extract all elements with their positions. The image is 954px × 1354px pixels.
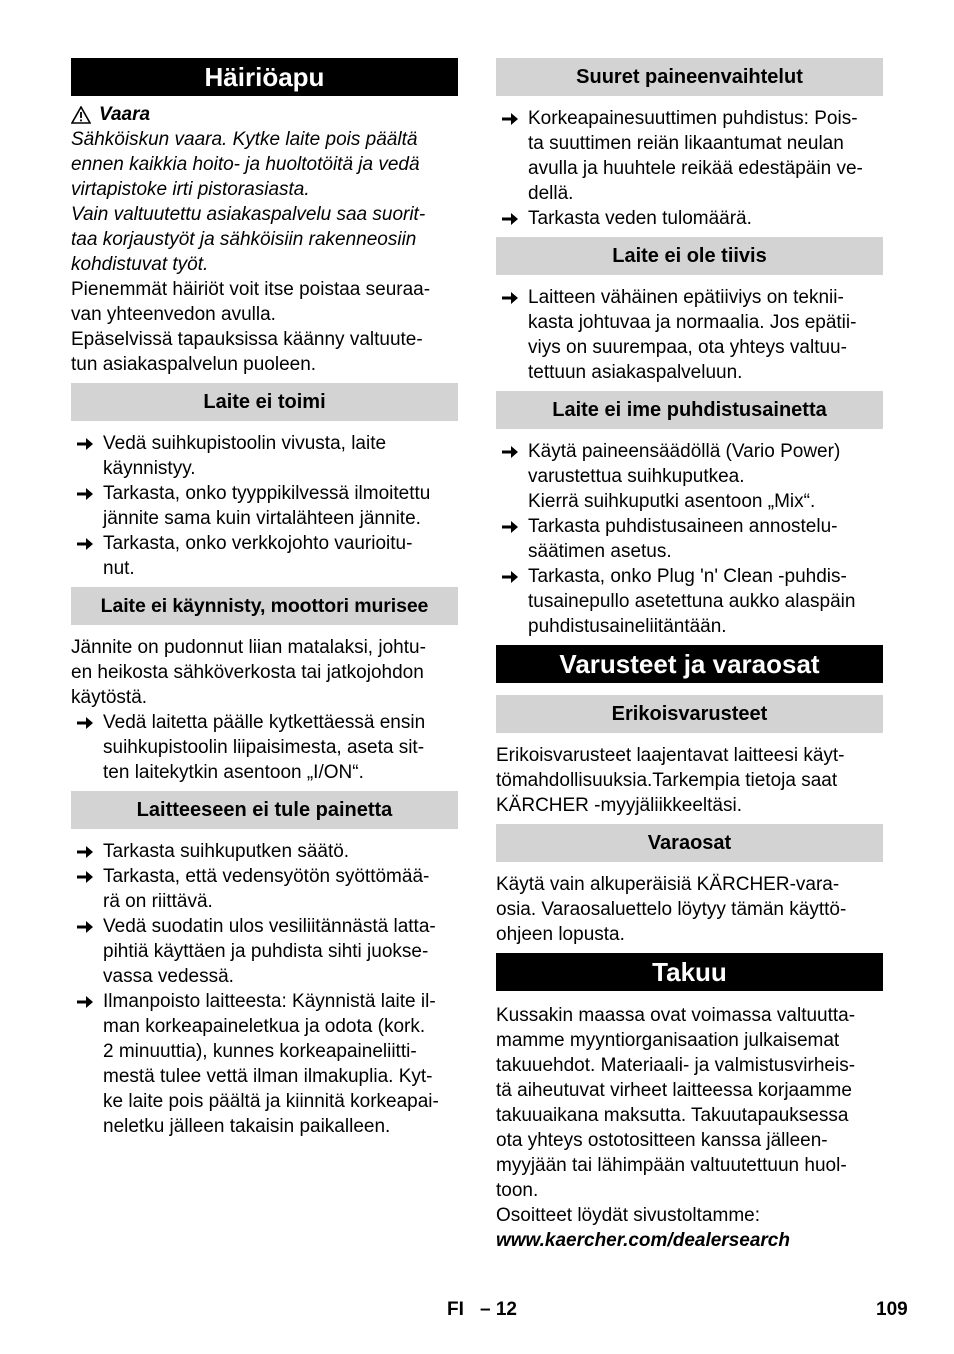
item-line: suihkupistoolin liipaisimesta, aseta sit-: [103, 737, 425, 758]
item-line: Kierrä suihkuputki asentoon „Mix“.: [528, 491, 816, 512]
item-line: puhdistusaineliitäntään.: [528, 616, 727, 637]
item-line: 2 minuuttia), kunnes korkeapaineliitti-: [103, 1041, 417, 1062]
arrow-right-icon: [77, 846, 93, 858]
list-item: [71, 710, 458, 785]
list-laite-ei-ole-tiivis: [496, 285, 883, 385]
warning-label: [71, 102, 458, 127]
item-line: Vedä suodatin ulos vesiliitännästä latta-: [103, 916, 436, 937]
text-line: Kussakin maassa ovat voimassa valtuutta-: [496, 1005, 856, 1026]
item-line: Ilmanpoisto laitteesta: Käynnistä laite il-: [103, 991, 436, 1012]
item-line: man korkeapaineletkua ja odota (kork.: [103, 1016, 426, 1037]
list-laite-ei-toimi: [71, 431, 458, 581]
item-line: vassa vedessä.: [103, 966, 234, 987]
arrow-right-icon: [502, 521, 518, 533]
item-line: Käytä paineensäädöllä (Vario Power): [528, 441, 841, 462]
text-line: tömahdollisuuksia.Tarkempia tietoja saat: [496, 770, 838, 791]
text-line: Jännite on pudonnut liian matalaksi, johtu-: [71, 637, 426, 658]
item-line: tettuun asiakaspalveluun.: [528, 362, 743, 383]
warning-icon: [71, 106, 91, 124]
warning-line: virtapistoke irti pistorasiasta.: [71, 179, 310, 200]
list-item: [71, 531, 458, 581]
text-takuu: [496, 1003, 883, 1253]
text-line: myyjään tai lähimpään valtuutettuun huol-: [496, 1155, 847, 1176]
text-line: Erikoisvarusteet laajentavat laitteesi käyt-: [496, 745, 845, 766]
warning-line: ennen kaikkia hoito- ja huoltotöitä ja vedä: [71, 154, 420, 175]
warning-line: kohdistuvat työt.: [71, 254, 209, 275]
intro-line: tun asiakaspalvelun puoleen.: [71, 354, 317, 375]
warning-line: Vain valtuutettu asiakaspalvelu saa suorit-: [71, 204, 426, 225]
text-line: ota yhteys ostotositteen kanssa jälleen-: [496, 1130, 828, 1151]
arrow-right-icon: [502, 213, 518, 225]
list-item: [71, 839, 458, 864]
right-column: [496, 58, 883, 1253]
text-varaosat: [496, 872, 883, 947]
warning-line: Sähköiskun vaara. Kytke laite pois päältä: [71, 129, 418, 150]
list-laitteeseen-ei-tule-painetta: [71, 839, 458, 1139]
item-line: Vedä laitetta päälle kytkettäessä ensin: [103, 712, 426, 733]
text-line: KÄRCHER -myyjäliikkeeltäsi.: [496, 795, 742, 816]
heading-laitteeseen-ei-tule-painetta: Laitteeseen ei tule painetta: [71, 791, 458, 829]
item-line: viys on suurempaa, ota yhteys valtuu-: [528, 337, 847, 358]
list-item: [496, 439, 883, 514]
item-line: Tarkasta puhdistusaineen annostelu-: [528, 516, 838, 537]
item-line: neletku jälleen takaisin paikalleen.: [103, 1116, 391, 1137]
arrow-right-icon: [77, 488, 93, 500]
list-item: [496, 285, 883, 385]
section-title-varusteet: Varusteet ja varaosat: [496, 645, 883, 683]
section-title-hairioapu: Häiriöapu: [71, 58, 458, 96]
heading-laite-ei-ime-puhdistusainetta: Laite ei ime puhdistusainetta: [496, 391, 883, 429]
arrow-right-icon: [502, 571, 518, 583]
text-line: Osoitteet löydät sivustoltamme:: [496, 1205, 760, 1226]
list-item: [71, 431, 458, 481]
arrow-right-icon: [502, 446, 518, 458]
text-laite-ei-kaynnisty: [71, 635, 458, 710]
warning-text: [71, 127, 458, 277]
text-line: Käytä vain alkuperäisiä KÄRCHER-vara-: [496, 874, 840, 895]
footer-lang: FI: [447, 1299, 464, 1320]
warning-line: taa korjaustyöt ja sähköisiin rakenneosiin: [71, 229, 417, 250]
text-erikoisvarusteet: [496, 743, 883, 818]
heading-varaosat: Varaosat: [496, 824, 883, 862]
item-line: käynnistyy.: [103, 458, 196, 479]
item-line: ten laitekytkin asentoon „I/ON“.: [103, 762, 364, 783]
item-line: Laitteen vähäinen epätiiviys on teknii-: [528, 287, 844, 308]
item-line: pihtiä käyttäen ja puhdista sihti juokse-: [103, 941, 429, 962]
text-line: osia. Varaosaluettelo löytyy tämän käyttö-: [496, 899, 847, 920]
item-line: mestä tulee vettä ilman ilmakuplia. Kyt-: [103, 1066, 433, 1087]
list-laite-ei-ime-puhdistusainetta: [496, 439, 883, 639]
item-line: avulla ja huuhtele reikää edestäpäin ve-: [528, 158, 863, 179]
text-line: ohjeen lopusta.: [496, 924, 625, 945]
list-item: [71, 481, 458, 531]
list-item: [71, 989, 458, 1139]
item-line: Tarkasta, onko tyyppikilvessä ilmoitettu: [103, 483, 431, 504]
item-line: Tarkasta, onko Plug 'n' Clean -puhdis-: [528, 566, 847, 587]
arrow-right-icon: [77, 538, 93, 550]
list-item: [496, 564, 883, 639]
item-line: nut.: [103, 558, 135, 579]
list-item: [71, 864, 458, 914]
text-line: takuuaikana maksutta. Takuutapauksessa: [496, 1105, 849, 1126]
item-line: varustettua suihkuputkea.: [528, 466, 745, 487]
footer-section-page: – 12: [480, 1299, 517, 1320]
heading-erikoisvarusteet: Erikoisvarusteet: [496, 695, 883, 733]
section-title-takuu: Takuu: [496, 953, 883, 991]
item-line: jännite sama kuin virtalähteen jännite.: [103, 508, 421, 529]
item-line: dellä.: [528, 183, 574, 204]
item-line: säätimen asetus.: [528, 541, 672, 562]
item-line: ke laite pois päältä ja kiinnitä korkeapai-: [103, 1091, 439, 1112]
text-line: en heikosta sähköverkosta tai jatkojohdon: [71, 662, 424, 683]
item-line: Tarkasta, että vedensyötön syöttömää-: [103, 866, 430, 887]
list-item: [496, 206, 883, 231]
arrow-right-icon: [77, 871, 93, 883]
text-line: toon.: [496, 1180, 539, 1201]
list-suuret-paineenvaihtelut: [496, 106, 883, 231]
list-item: [496, 514, 883, 564]
item-line: rä on riittävä.: [103, 891, 213, 912]
arrow-right-icon: [77, 717, 93, 729]
item-line: kasta johtuvaa ja normaalia. Jos epätii-: [528, 312, 857, 333]
heading-laite-ei-ole-tiivis: Laite ei ole tiivis: [496, 237, 883, 275]
arrow-right-icon: [77, 996, 93, 1008]
item-line: Vedä suihkupistoolin vivusta, laite: [103, 433, 387, 454]
list-item: [71, 914, 458, 989]
list-laite-ei-kaynnisty: [71, 710, 458, 785]
heading-laite-ei-toimi: Laite ei toimi: [71, 383, 458, 421]
heading-laite-ei-kaynnisty: Laite ei käynnisty, moottori murisee: [71, 587, 458, 625]
page-number: 109: [876, 1299, 908, 1320]
intro-line: Epäselvissä tapauksissa käänny valtuute-: [71, 329, 423, 350]
text-line: tä aiheutuvat virheet laitteessa korjaamme: [496, 1080, 852, 1101]
item-line: Tarkasta veden tulomäärä.: [528, 208, 752, 229]
item-line: tusainepullo asetettuna aukko alaspäin: [528, 591, 856, 612]
warning-label-text: Vaara: [99, 104, 151, 125]
list-item: [496, 106, 883, 206]
text-line: käytöstä.: [71, 687, 148, 708]
intro-text: [71, 277, 458, 377]
item-line: Tarkasta suihkuputken säätö.: [103, 841, 350, 862]
arrow-right-icon: [77, 438, 93, 450]
item-line: Tarkasta, onko verkkojohto vaurioitu-: [103, 533, 413, 554]
arrow-right-icon: [502, 113, 518, 125]
dealer-search-link[interactable]: www.kaercher.com/dealersearch: [496, 1230, 790, 1251]
intro-line: van yhteenvedon avulla.: [71, 304, 276, 325]
arrow-right-icon: [77, 921, 93, 933]
text-line: takuuehdot. Materiaali- ja valmistusvirheis-: [496, 1055, 856, 1076]
left-column: [71, 58, 458, 1139]
item-line: Korkeapainesuuttimen puhdistus: Pois-: [528, 108, 858, 129]
arrow-right-icon: [502, 292, 518, 304]
intro-line: Pienemmät häiriöt voit itse poistaa seuraa-: [71, 279, 431, 300]
heading-suuret-paineenvaihtelut: Suuret paineenvaihtelut: [496, 58, 883, 96]
item-line: ta suuttimen reiän likaantumat neulan: [528, 133, 844, 154]
text-line: mamme myyntiorganisaation julkaisemat: [496, 1030, 840, 1051]
